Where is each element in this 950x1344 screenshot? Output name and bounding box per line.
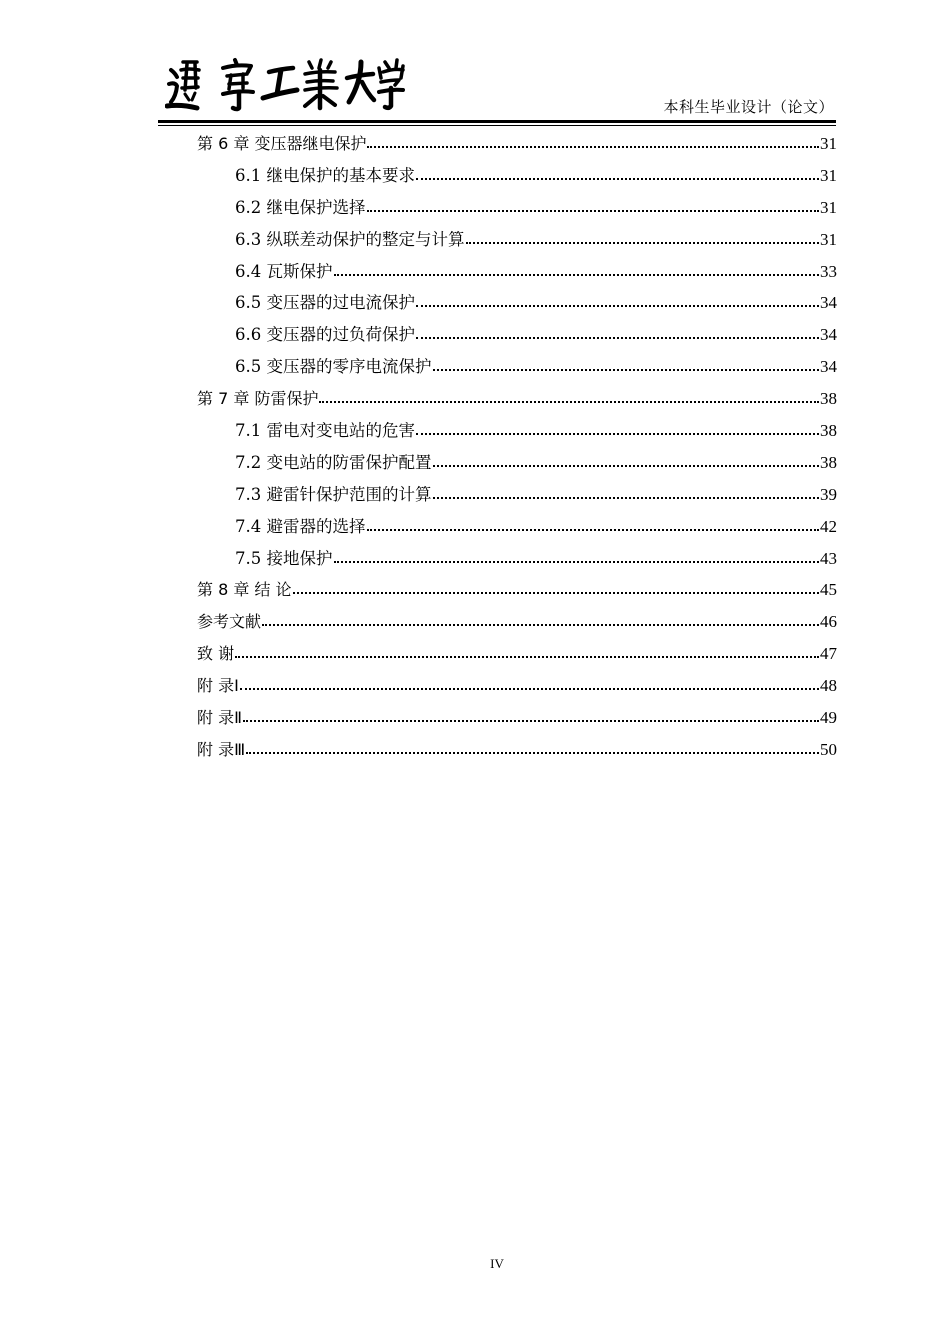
toc-dot-leader xyxy=(433,486,820,500)
toc-dot-leader xyxy=(246,741,819,755)
toc-dot-leader xyxy=(367,518,820,532)
toc-entry-page-number: 49 xyxy=(820,708,837,728)
header-rule-thick xyxy=(158,120,836,123)
toc-chapter-entry[interactable] xyxy=(197,574,837,606)
toc-entry-page-number: 47 xyxy=(820,644,837,664)
page-number: IV xyxy=(490,1256,504,1271)
header-rule-thin xyxy=(158,125,836,126)
toc-entry-page-number: 39 xyxy=(820,484,837,504)
toc-entry-title: 7.1 雷电对变电站的危害 xyxy=(235,421,415,441)
toc-section-entry[interactable] xyxy=(197,479,837,511)
toc-dot-leader xyxy=(334,263,820,277)
toc-section-entry[interactable] xyxy=(197,543,837,575)
toc-entry-page-number: 31 xyxy=(820,134,837,153)
toc-entry-page-number: 34 xyxy=(820,357,837,377)
toc-dot-leader xyxy=(243,709,819,723)
toc-entry-page-number: 46 xyxy=(820,612,837,632)
toc-chapter-entry[interactable] xyxy=(197,670,837,702)
toc-entry-title: 7.4 避雷器的选择 xyxy=(235,516,366,536)
toc-entry-page-number: 33 xyxy=(820,261,837,281)
toc-section-entry[interactable] xyxy=(197,511,837,543)
toc-dot-leader xyxy=(240,677,819,691)
toc-entry-page-number: 38 xyxy=(820,421,837,441)
toc-chapter-entry[interactable] xyxy=(197,702,837,734)
toc-entry-page-number: 31 xyxy=(820,165,837,185)
toc-entry-title: 6.3 纵联差动保护的整定与计算 xyxy=(235,229,465,249)
toc-chapter-entry[interactable] xyxy=(197,383,837,415)
header-caption: 本科生毕业设计（论文） xyxy=(663,98,834,116)
toc-entry-title: 附 录Ⅰ xyxy=(197,676,239,696)
toc-entry-page-number: 34 xyxy=(820,293,837,313)
toc-dot-leader xyxy=(367,135,819,149)
toc-entry-page-number: 34 xyxy=(820,325,837,345)
toc-entry-title: 6.4 瓦斯保护 xyxy=(235,261,333,281)
toc-entry-title: 附 录Ⅲ xyxy=(197,739,246,759)
toc-entry-title: 7.5 接地保护 xyxy=(235,548,333,568)
toc-dot-leader xyxy=(262,613,819,627)
toc-entry-page-number: 31 xyxy=(820,229,837,249)
toc-dot-leader xyxy=(433,358,820,372)
toc-entry-title: 第 8 章 结 论 xyxy=(197,580,292,600)
toc-dot-leader xyxy=(334,550,820,564)
toc-section-entry[interactable] xyxy=(197,287,837,319)
toc-entry-page-number: 48 xyxy=(820,676,837,696)
toc-section-entry[interactable] xyxy=(197,319,837,351)
toc-entry-title: 6.6 变压器的过负荷保护 xyxy=(235,325,415,345)
toc-dot-leader xyxy=(293,581,819,595)
toc-section-entry[interactable] xyxy=(197,415,837,447)
toc-section-entry[interactable] xyxy=(197,256,837,288)
toc-dot-leader xyxy=(433,454,820,468)
toc-dot-leader xyxy=(319,390,819,404)
toc-dot-leader xyxy=(416,422,819,436)
toc-dot-leader xyxy=(466,231,820,245)
toc-chapter-entry[interactable] xyxy=(197,734,837,766)
toc-section-entry[interactable] xyxy=(197,224,837,256)
toc-entry-title: 6.1 继电保护的基本要求 xyxy=(235,165,415,185)
toc-entry-page-number: 38 xyxy=(820,452,837,472)
toc-section-entry[interactable] xyxy=(197,351,837,383)
toc-entry-title: 附 录Ⅱ xyxy=(197,708,242,728)
toc-dot-leader xyxy=(416,167,819,181)
toc-chapter-entry[interactable] xyxy=(197,606,837,638)
toc-entry-page-number: 38 xyxy=(820,389,837,409)
toc-entry-title: 6.5 变压器的过电流保护 xyxy=(235,293,415,313)
toc-entry-page-number: 45 xyxy=(820,580,837,600)
toc-dot-leader xyxy=(235,645,819,659)
toc-entry-title: 6.2 继电保护选择 xyxy=(235,197,366,217)
toc-dot-leader xyxy=(367,199,820,213)
toc-section-entry[interactable] xyxy=(197,447,837,479)
toc-entry-title: 7.2 变电站的防雷保护配置 xyxy=(235,452,432,472)
toc-chapter-entry[interactable] xyxy=(197,128,837,160)
toc-dot-leader xyxy=(416,294,819,308)
toc-entry-title: 致 谢 xyxy=(197,644,235,664)
toc-entry-title: 第 6 章 变压器继电保护 xyxy=(197,134,367,153)
toc-section-entry[interactable] xyxy=(197,160,837,192)
toc-entry-page-number: 42 xyxy=(820,516,837,536)
toc-section-entry[interactable] xyxy=(197,192,837,224)
table-of-contents xyxy=(197,128,837,766)
university-logo-calligraphy xyxy=(165,56,405,114)
toc-chapter-entry[interactable] xyxy=(197,638,837,670)
university-logo xyxy=(165,56,405,114)
toc-entry-page-number: 31 xyxy=(820,197,837,217)
toc-entry-page-number: 50 xyxy=(820,739,837,759)
toc-dot-leader xyxy=(416,326,819,340)
toc-entry-title: 第 7 章 防雷保护 xyxy=(197,389,319,409)
toc-entry-page-number: 43 xyxy=(820,548,837,568)
toc-entry-title: 参考文献 xyxy=(197,612,262,632)
toc-entry-title: 6.5 变压器的零序电流保护 xyxy=(235,357,432,377)
toc-entry-title: 7.3 避雷针保护范围的计算 xyxy=(235,484,432,504)
